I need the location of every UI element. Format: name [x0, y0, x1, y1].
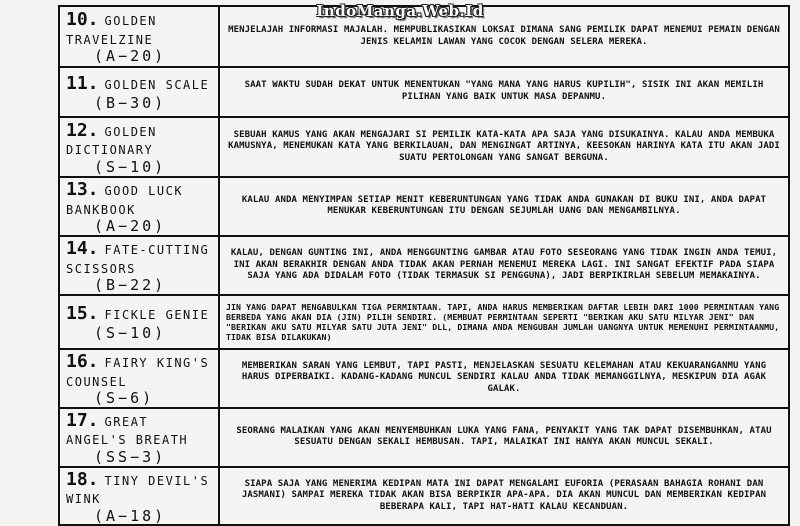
item-description: SAAT WAKTU SUDAH DEKAT UNTUK MENENTUKAN "YANG MANA YANG HARUS KUPILIH", SISIK INI AKAN MEMILIH PILIHAN YANG BAIK UNTUK MASA DEPANMU.	[219, 67, 789, 117]
item-name-cell	[59, 349, 219, 408]
item-description: KALAU ANDA MENYIMPAN SETIAP MENIT KEBERUNTUNGAN YANG TIDAK ANDA GUNAKAN DI BUKU INI, ANDA DAPAT MENUKAR KEBERUNTUNGAN ITU DENGAN SEJUMLAH UANG DAN MENGAMBILNYA.	[219, 177, 789, 236]
item-name: GOLDEN TRAVELZINE	[66, 14, 157, 47]
item-name: FICKLE GENIE	[104, 308, 210, 323]
item-description: JIN YANG DAPAT MENGABULKAN TIGA PERMINTAAN. TAPI, ANDA HARUS MEMBERIKAN DAFTAR LEBIH DARI 1000 PERMINTAAN YANG BERBEDA YANG AKAN DIA (JIN) PILIH SENDIRI. (MEMBUAT PERMINTAAN SEPERTI "BERIKAN AKU SATU MILYAR JENI" DAN "BERIKAN AKU SATU MILYAR SATU JUTA JENI" DLL, DIMANA ANDA MENGUBAH JUMLAH UANGNYA UNTUK MEMENUHI PERMINTAANMU, TIDAK BISA DILAKUKAN)	[219, 295, 789, 349]
item-number: 16.	[66, 350, 99, 372]
item-number: 12.	[66, 119, 99, 141]
item-number: 15.	[66, 303, 99, 325]
item-name: FAIRY KING'S COUNSEL	[66, 355, 210, 389]
table-row	[59, 236, 789, 295]
item-number: 14.	[66, 237, 99, 259]
item-description: MENJELAJAH INFORMASI MAJALAH. MEMPUBLIKASIKAN LOKSAI DIMANA SANG PEMILIK DAPAT MENEMUI PEMAIN DENGAN JENIS KELAMIN LAWAN YANG COCOK DENGAN SELERA MEREKA.	[219, 6, 789, 67]
table-row	[59, 117, 789, 177]
item-name: FATE-CUTTING SCISSORS	[66, 242, 210, 276]
item-number: 13.	[66, 179, 99, 200]
item-rank: (SS−3)	[94, 448, 167, 467]
item-description: SEBUAH KAMUS YANG AKAN MENGAJARI SI PEMILIK KATA-KATA APA SAJA YANG DISUKAINYA. KALAU ANDA MEMBUKA KAMUSNYA, MENEMUKAN KATA YANG BERKILAUAN, DAN MENGINGAT ARTINYA, KEESOKAN HARINYA KATA ITU AKAN JADI SUATU PERTOLONGAN YANG SANGAT BERGUNA.	[219, 117, 789, 177]
item-name-cell	[59, 177, 219, 236]
item-description: SEORANG MALAIKAN YANG AKAN MENYEMBUHKAN LUKA YANG FANA, PENYAKIT YANG TAK DAPAT DISEMBUHKAN, ATAU SESUATU DENGAN SEKALI HEMBUSAN. TAPI, MALAIKAT INI HANYA AKAN MUNCUL SEKALI.	[219, 408, 789, 467]
item-rank: (B−22)	[94, 276, 167, 295]
table-row	[59, 467, 789, 526]
item-rank: (S−10)	[94, 157, 167, 176]
item-name-cell	[59, 467, 219, 526]
item-number: 17.	[66, 409, 99, 431]
item-number: 10.	[66, 9, 99, 31]
item-description: MEMBERIKAN SARAN YANG LEMBUT, TAPI PASTI, MENJELASKAN SESUATU KELEMAHAN ATAU KEKUARANGANMU YANG HARUS DIPERBAIKI. KADANG-KADANG MUNCUL SENDIRI KALAU ANDA TIDAK MEMANGGILNYA, MESKIPUN DIA AGAK GALAK.	[219, 349, 789, 408]
item-rank: (B−30)	[94, 94, 167, 113]
item-name: TINY DEVIL'S WINK	[66, 473, 210, 507]
item-number: 18.	[66, 468, 99, 490]
item-rank: (S−6)	[94, 389, 155, 408]
item-name: GREAT ANGEL'S BREATH	[66, 414, 189, 448]
item-description: SIAPA SAJA YANG MENERIMA KEDIPAN MATA INI DAPAT MENGALAMI EUFORIA (PERASAAN BAHAGIA ROHANI DAN JASMANI) SAMPAI MEREKA TIDAK AKAN BISA BERPIKIR APA-APA. DIA AKAN MUNCUL DAN MEMBERIKAN KEDIPAN BEBERAPA KALI, TAPI HAT-HATI KALAU KECANDUAN.	[219, 467, 789, 526]
item-name-cell	[59, 408, 219, 467]
item-number: 11.	[66, 73, 99, 95]
table-row	[59, 408, 789, 467]
item-description: KALAU, DENGAN GUNTING INI, ANDA MENGGUNTING GAMBAR ATAU FOTO SESEORANG YANG TIDAK INGIN ANDA TEMUI, INI AKAN BERAKHIR DENGAN ANDA TIDAK AKAN PERNAH MENEMUI MEREKA LAGI. INI SANGAT EFEKTIF PADA SIAPA SAJA YANG ADA DIDALAM FOTO (TIDAK TERMASUK SI PENGGUNA), JADI BERPIKIRLAH SEBELUM MEMAKAINYA.	[219, 236, 789, 295]
table-row	[59, 67, 789, 117]
item-rank: (A−20)	[94, 217, 167, 236]
item-name-cell	[59, 236, 219, 295]
item-name: GOOD LUCK BANKBOOK	[66, 184, 184, 217]
item-name-cell	[59, 295, 219, 349]
item-name: GOLDEN DICTIONARY	[66, 124, 157, 158]
item-name-cell	[59, 117, 219, 177]
item-rank: (A−20)	[94, 47, 167, 66]
table-row	[59, 295, 789, 349]
item-rank: (S−10)	[94, 323, 167, 342]
table-row	[59, 349, 789, 408]
item-name-cell	[59, 67, 219, 117]
table-row	[59, 177, 789, 236]
item-rank: (A−18)	[94, 506, 167, 525]
watermark: IndoManga.Web.Id	[316, 2, 484, 20]
item-table	[58, 5, 790, 526]
item-name: GOLDEN SCALE	[104, 78, 210, 93]
